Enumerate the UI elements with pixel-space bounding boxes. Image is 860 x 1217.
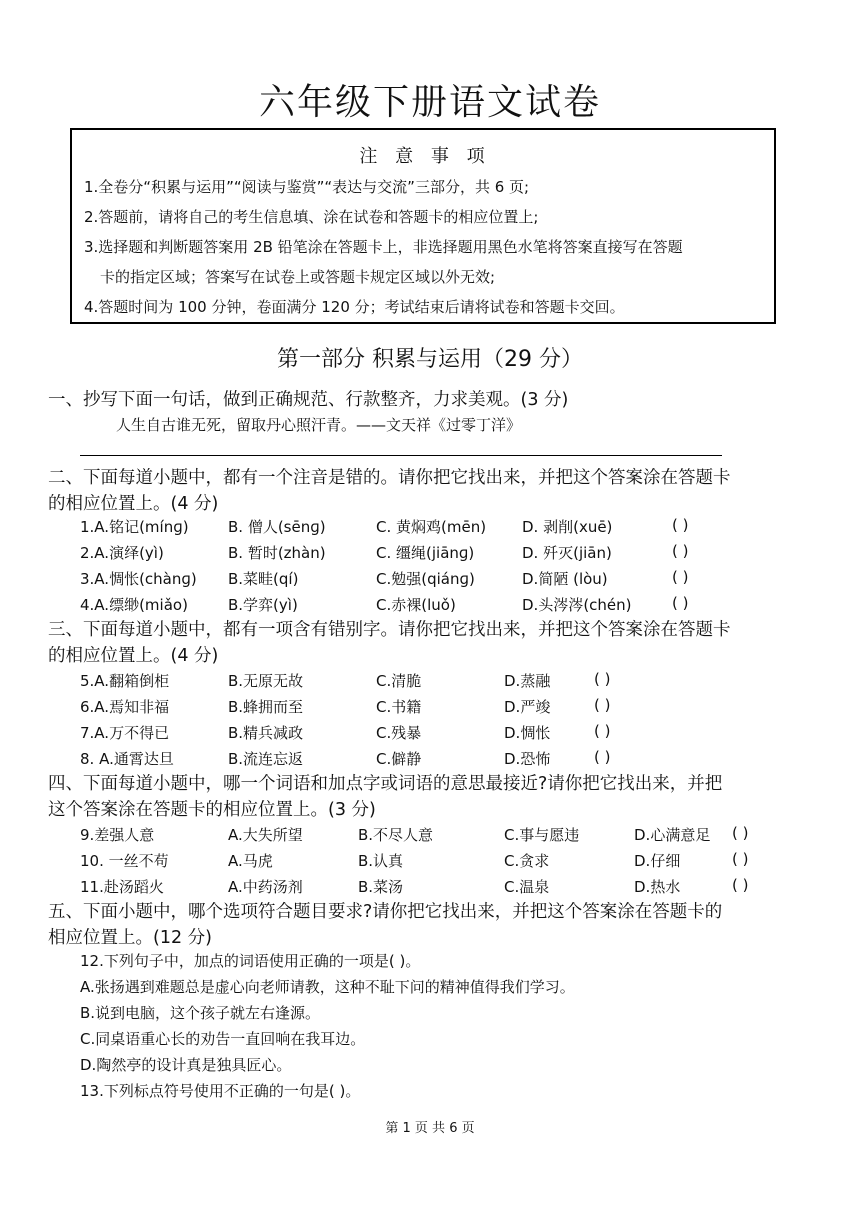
q3-stem: 三、下面每道小题中，都有一项含有错别字。请你把它找出来，并把这个答案涂在答题卡 [48,620,731,640]
answer-blank: ( ) [732,876,749,894]
q3-stem: 的相应位置上。(4 分) [48,646,219,666]
option-text: 8. A.通霄达旦 [80,750,174,768]
option-text: D.恐怖 [504,750,551,768]
q4-stem: 四、下面每道小题中，哪一个词语和加点字或词语的意思最接近?请你把它找出来，并把 [48,774,723,794]
answer-blank: ( ) [672,568,689,586]
q1-stem: 一、抄写下面一句话，做到正确规范、行款整齐，力求美观。(3 分) [48,390,569,410]
option-text: D. 剥削(xuē) [522,518,613,536]
q5-stem: 相应位置上。(12 分) [48,928,212,948]
option-text: B.学弈(yì) [228,596,298,614]
q1-sentence: 人生自古谁无死，留取丹心照汗青。——文天祥《过零丁洋》 [116,416,522,434]
answer-blank: ( ) [594,722,611,740]
page-footer: 第 1 页 共 6 页 [385,1121,475,1136]
option-text: B.无原无故 [228,672,304,690]
option-text: B.菜畦(qí) [228,570,299,588]
option-text: C.赤裸(luǒ) [376,596,456,614]
notice-item: 2.答题前，请将自己的考生信息填、涂在试卷和答题卡的相应位置上; [84,208,539,226]
option-text: C.清脆 [376,672,422,690]
option-text: B.不尽人意 [358,826,434,844]
option-text: 2.A.演绎(yì) [80,544,164,562]
option-text: B.流连忘返 [228,750,304,768]
notice-item: 卡的指定区域；答案写在试卷上或答题卡规定区域以外无效; [100,268,496,286]
option-text: 4.A.缥缈(miǎo) [80,596,188,614]
part1-title: 第一部分 积累与运用（29 分） [277,347,583,372]
option-text: C.贪求 [504,852,550,870]
option-text: D.仔细 [634,852,681,870]
question-stem: 12.下列句子中，加点的词语使用正确的一项是( )。 [80,952,421,970]
notice-item: 1.全卷分“积累与运用”“阅读与鉴赏”“表达与交流”三部分，共 6 页; [84,178,530,196]
option-text: C. 黄焖鸡(mēn) [376,518,487,536]
question-stem: 13.下列标点符号使用不正确的一句是( )。 [80,1082,361,1100]
option-text: D.惆怅 [504,724,551,742]
option-text: B.认真 [358,852,404,870]
page-title: 六年级下册语文试卷 [258,82,601,123]
notice-box [70,128,776,324]
answer-blank: ( ) [594,696,611,714]
answer-blank: ( ) [594,748,611,766]
option-text: C.温泉 [504,878,550,896]
answer-blank: ( ) [672,542,689,560]
answer-blank: ( ) [732,850,749,868]
answer-blank: ( ) [672,594,689,612]
option-text: C.事与愿违 [504,826,580,844]
answer-blank: ( ) [732,824,749,842]
option-text: C.同桌语重心长的劝告一直回响在我耳边。 [80,1030,366,1048]
q2-stem: 二、下面每道小题中，都有一个注音是错的。请你把它找出来，并把这个答案涂在答题卡 [48,468,731,488]
option-text: B.说到电脑，这个孩子就左右逢源。 [80,1004,321,1022]
answer-blank: ( ) [594,670,611,688]
option-text: 5.A.翻箱倒柜 [80,672,170,690]
option-text: B.精兵减政 [228,724,304,742]
option-text: 9.差强人意 [80,826,155,844]
option-text: 7.A.万不得已 [80,724,170,742]
option-text: D. 歼灭(jiān) [522,544,612,562]
option-text: B. 暂时(zhàn) [228,544,326,562]
option-text: D.热水 [634,878,681,896]
option-text: 3.A.惆怅(chànɡ) [80,570,197,588]
option-text: 1.A.铭记(mínɡ) [80,518,189,536]
option-text: D.严竣 [504,698,551,716]
option-text: D.心满意足 [634,826,711,844]
option-text: 10. 一丝不苟 [80,852,169,870]
option-text: 6.A.焉知非福 [80,698,170,716]
option-text: C.书籍 [376,698,422,716]
option-text: 11.赴汤蹈火 [80,878,164,896]
option-text: B.蜂拥而至 [228,698,304,716]
option-text: A.大失所望 [228,826,303,844]
option-text: D.头涔涔(chén) [522,596,632,614]
option-text: D.蒸融 [504,672,551,690]
q2-stem: 的相应位置上。(4 分) [48,494,219,514]
option-text: A.张扬遇到难题总是虚心向老师请教，这种不耻下问的精神值得我们学习。 [80,978,575,996]
option-text: C.僻静 [376,750,422,768]
q4-stem: 这个答案涂在答题卡的相应位置上。(3 分) [48,800,376,820]
option-text: C.勉强(qiánɡ) [376,570,475,588]
option-text: B.菜汤 [358,878,404,896]
option-text: C.残暴 [376,724,422,742]
q5-stem: 五、下面小题中，哪个选项符合题目要求?请你把它找出来，并把这个答案涂在答题卡的 [48,902,723,922]
writing-line [80,455,722,456]
notice-heading: 注 意 事 项 [359,146,491,167]
notice-item: 4.答题时间为 100 分钟，卷面满分 120 分；考试结束后请将试卷和答题卡交回。 [84,298,625,316]
option-text: B. 僧人(sēnɡ) [228,518,326,536]
option-text: A.马虎 [228,852,273,870]
option-text: A.中药汤剂 [228,878,303,896]
answer-blank: ( ) [672,516,689,534]
option-text: C. 缰绳(jiānɡ) [376,544,475,562]
option-text: D.简陋 (lòu) [522,570,608,588]
notice-item: 3.选择题和判断题答案用 2B 铅笔涂在答题卡上，非选择题用黑色水笔将答案直接写在答题 [84,238,683,256]
option-text: D.陶然亭的设计真是独具匠心。 [80,1056,292,1074]
